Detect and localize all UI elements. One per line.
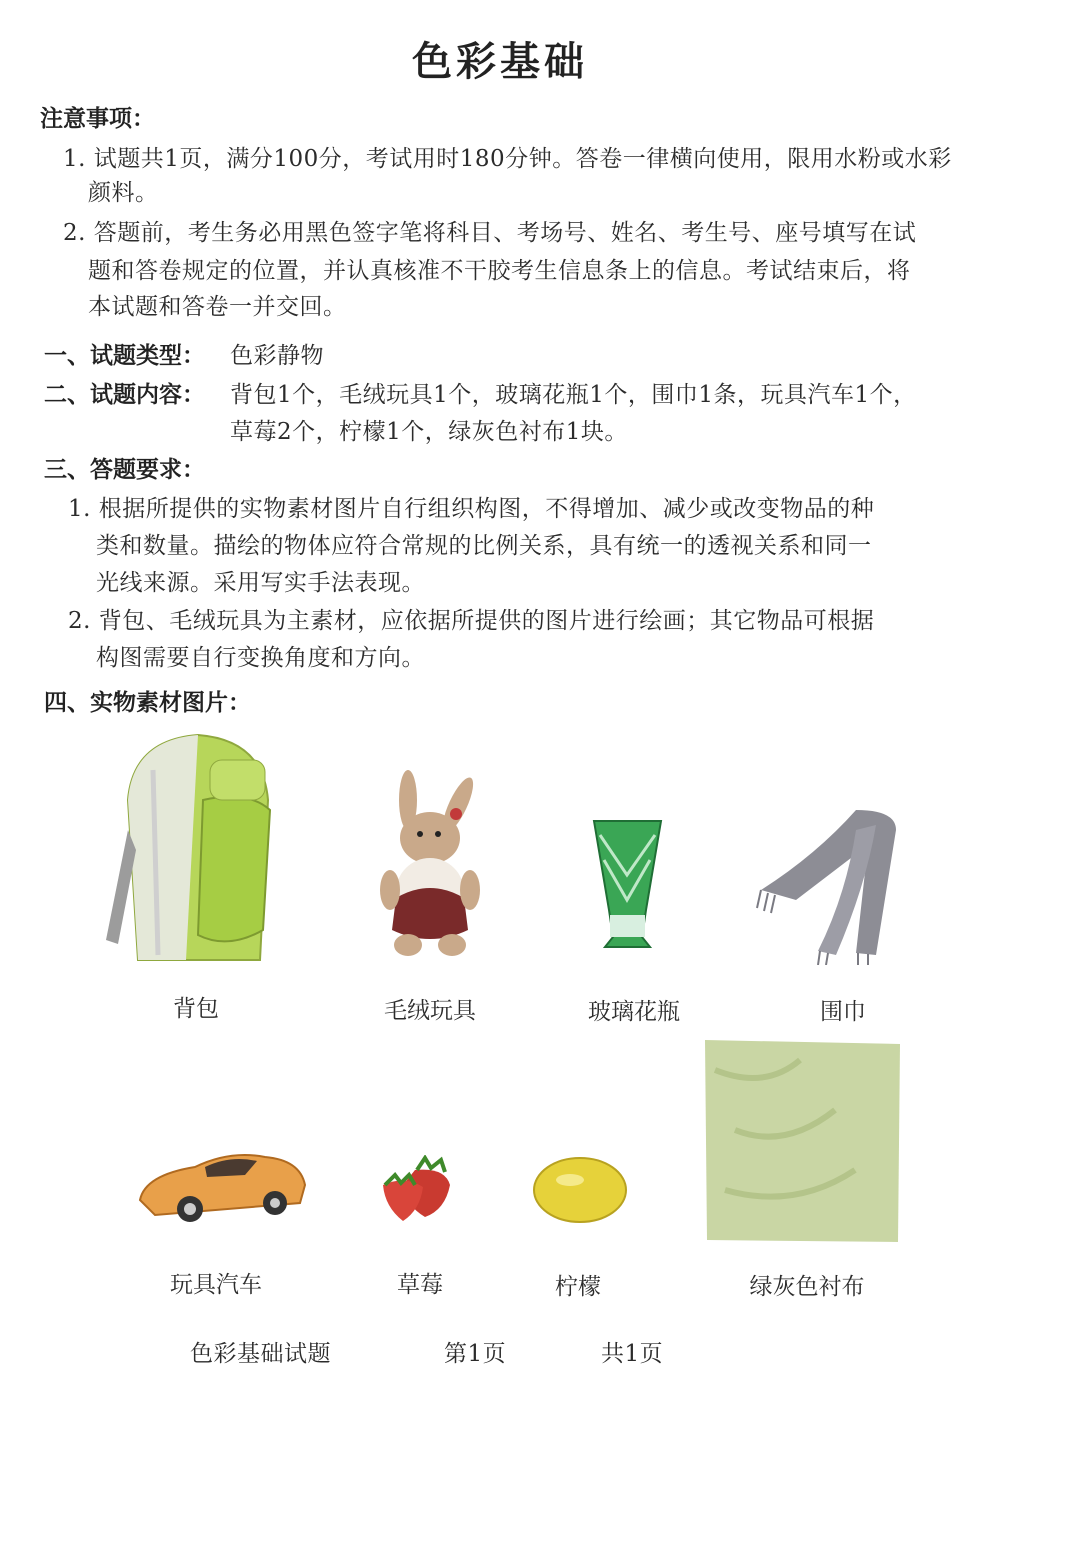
footer-exam-name: 色彩基础试题 [190,1341,331,1367]
scarf-image [756,805,906,965]
req-1-line-2: 类和数量。描绘的物体应符合常规的比例关系，具有统一的透视关系和同一 [96,533,872,559]
req-2-line-2: 构图需要自行变换角度和方向。 [96,645,425,671]
req-1-line-3: 光线来源。采用写实手法表现。 [96,570,425,596]
section-pictures-label: 四、实物素材图片： [44,690,251,716]
caption-cloth: 绿灰色衬布 [749,1274,865,1300]
req-2-line-1: 2. 背包、毛绒玩具为主素材，应依据所提供的图片进行绘画；其它物品可根据 [68,608,875,634]
glass-vase-image [590,815,665,950]
note-1-line-1: 1. 试题共1页，满分100分，考试用时180分钟。答卷一律横向使用，限用水粉或水彩 [63,146,952,172]
note-2-line-1: 2. 答题前，考生务必用黑色签字笔将科目、考场号、姓名、考生号、座号填写在试 [63,220,917,246]
caption-backpack: 背包 [173,996,219,1022]
lemon-image [530,1155,630,1225]
caption-lemon: 柠檬 [555,1274,601,1300]
caption-strawberry: 草莓 [397,1272,443,1298]
notes-heading: 注意事项： [40,106,155,132]
strawberry-image [375,1155,470,1225]
section-content-line-1: 背包1个，毛绒玩具1个，玻璃花瓶1个，围巾1条，玩具汽车1个， [230,382,917,408]
note-2-line-3: 本试题和答卷一并交回。 [88,294,347,320]
section-requirements-label: 三、答题要求： [44,457,205,483]
caption-plush-toy: 毛绒玩具 [384,998,476,1024]
backpack-image [98,730,298,970]
page-title: 色彩基础 [412,39,588,85]
section-type-value: 色彩静物 [230,343,324,369]
footer-total-pages: 共1页 [601,1341,664,1367]
section-content-line-2: 草莓2个，柠檬1个，绿灰色衬布1块。 [230,419,628,445]
toy-car-image [135,1145,310,1230]
note-2-line-2: 题和答卷规定的位置，并认真核准不干胶考生信息条上的信息。考试结束后，将 [88,258,911,284]
req-1-line-1: 1. 根据所提供的实物素材图片自行组织构图，不得增加、减少或改变物品的种 [68,496,875,522]
caption-scarf: 围巾 [820,999,866,1025]
section-type-label: 一、试题类型： [44,343,205,369]
note-1-line-2: 颜料。 [88,180,159,206]
footer-page-number: 第1页 [444,1341,507,1367]
caption-toy-car: 玩具汽车 [170,1272,262,1298]
plush-bunny-image [368,770,498,960]
cloth-image [705,1040,900,1242]
section-content-label: 二、试题内容： [44,382,205,408]
caption-glass-vase: 玻璃花瓶 [588,999,680,1025]
